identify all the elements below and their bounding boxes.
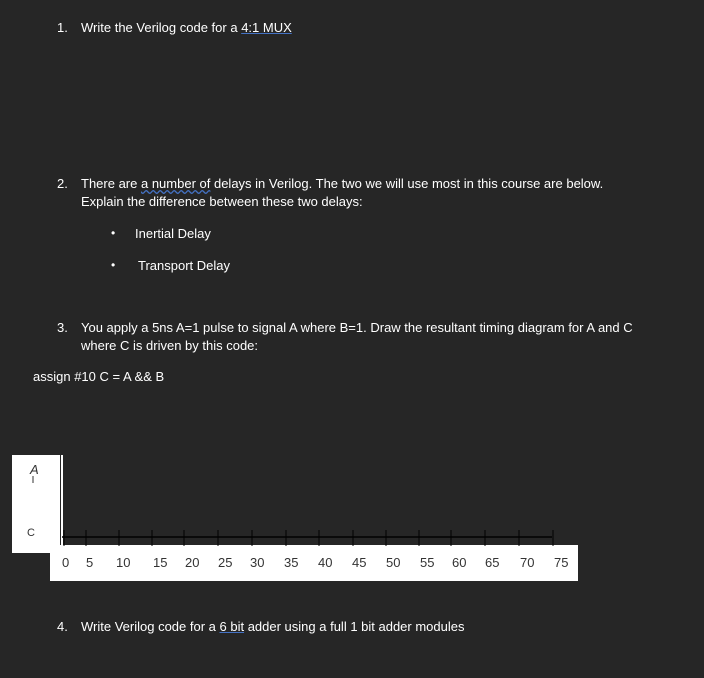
question-4-number: 4. (57, 619, 68, 634)
mux-link[interactable]: 4:1 MUX (241, 20, 292, 35)
tick-label: 70 (520, 555, 535, 570)
tick-label: 50 (386, 555, 401, 570)
tick-label: 30 (250, 555, 265, 570)
signal-c-label: C (27, 527, 35, 539)
bullet-transport-delay: Transport Delay (138, 258, 230, 273)
tick-label: 20 (185, 555, 200, 570)
tick-label: 10 (116, 555, 131, 570)
question-2-line-1-suffix: delays in Verilog. The two we will use most in this course are below. (210, 176, 604, 191)
tick-label: 40 (318, 555, 333, 570)
question-3-line-1: You apply a 5ns A=1 pulse to signal A where B=1. Draw the resultant timing diagram for A and C (81, 320, 633, 335)
question-3-number: 3. (57, 320, 68, 335)
question-4-text-start: Write Verilog code for a (81, 619, 220, 634)
bullet-glyph: • (111, 258, 116, 272)
question-2-line-1-prefix: There are (81, 176, 141, 191)
question-1-text (81, 20, 292, 35)
question-3-line-2: where C is driven by this code: (81, 338, 259, 353)
signal-a-label: A (30, 462, 39, 477)
question-1-number: 1. (57, 20, 68, 35)
tick-label: 25 (218, 555, 233, 570)
question-2-line-2: Explain the difference between these two delays: (81, 194, 363, 209)
tick-label: 5 (86, 555, 94, 570)
number-of-link[interactable]: a number of (140, 176, 211, 191)
verilog-code-line: assign #10 C = A && B (33, 369, 165, 384)
tick-label: 35 (284, 555, 299, 570)
tick-label: 60 (452, 555, 467, 570)
timing-diagram (12, 455, 578, 581)
tick-label: 75 (554, 555, 569, 570)
tick-label: 15 (153, 555, 168, 570)
tick-label: 65 (485, 555, 500, 570)
six-bit-link[interactable]: 6 bit (219, 619, 245, 634)
bullet-inertial-delay: Inertial Delay (135, 226, 211, 241)
question-1-text-start: Write the Verilog code for a (81, 20, 242, 35)
tick-marks (64, 530, 553, 546)
timing-diagram-canvas (12, 455, 578, 581)
question-4-text-end: adder using a full 1 bit adder modules (244, 619, 465, 634)
question-2-number: 2. (57, 176, 68, 191)
bullet-glyph: • (111, 226, 116, 240)
tick-label: 0 (62, 555, 70, 570)
question-4-text (81, 619, 465, 634)
question-2-line-1 (81, 176, 603, 191)
tick-label: 45 (352, 555, 367, 570)
tick-label: 55 (420, 555, 435, 570)
